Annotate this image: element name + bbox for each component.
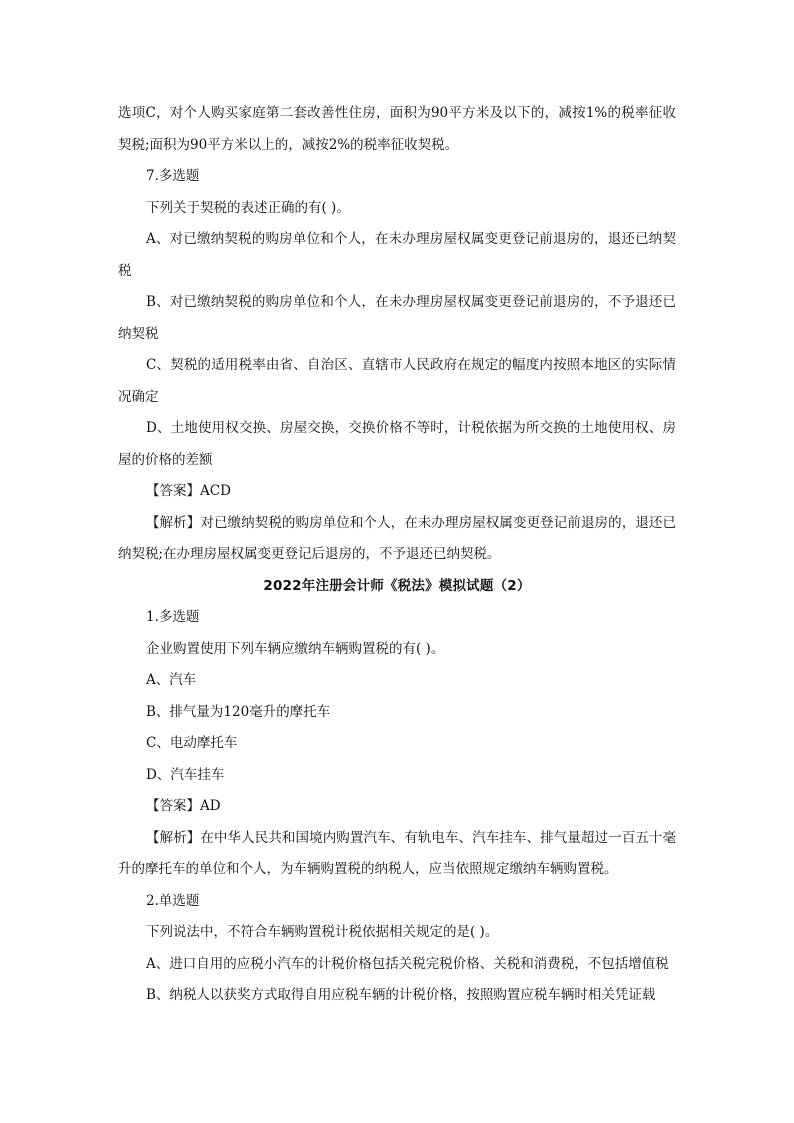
question-7-stem: 下列关于契税的表述正确的有( )。: [146, 199, 350, 216]
question-2-option-a: A、进口自用的应税小汽车的计税价格包括关税完税价格、关税和消费税，不包括增值税: [146, 955, 669, 972]
question-2-stem: 下列说法中，不符合车辆购置税计税依据相关规定的是( )。: [146, 924, 499, 940]
question-1-option-c: C、电动摩托车: [146, 735, 238, 751]
question-7-option-d: D、土地使用权交换、房屋交换，交换价格不等时，计税依据为所交换的土地使用权、房屋的价格的差额: [118, 420, 676, 468]
question-2-option-b: B、纳税人以获奖方式取得自用应税车辆的计税价格，按照购置应税车辆时相关凭证载: [146, 987, 656, 1003]
question-7-option-a: A、对已缴纳契税的购房单位和个人，在未办理房屋权属变更登记前退房的，退还已纳契税: [118, 231, 676, 279]
question-2-type: 2.单选题: [146, 892, 200, 909]
question-1-option-a: A、汽车: [146, 672, 197, 688]
question-7-analysis: 【解析】对已缴纳契税的购房单位和个人，在未办理房屋权属变更登记前退房的，退还已纳契税;在办理房屋权属变更登记后退房的，不予退还已纳契税。: [118, 514, 676, 562]
question-1-stem: 企业购置使用下列车辆应缴纳车辆购置税的有( )。: [146, 640, 445, 657]
question-1-type: 1.多选题: [146, 609, 200, 625]
question-7-answer: 【答案】ACD: [146, 483, 231, 499]
section-title: 2022年注册会计师《税法》模拟试题（2）: [263, 577, 531, 594]
intro-paragraph: 选项C，对个人购买家庭第二套改善性住房，面积为90平方米及以下的，减按1%的税率征收契税;面积为90平方米以上的，减按2%的税率征收契税。: [118, 105, 676, 153]
question-1-answer: 【答案】AD: [146, 798, 221, 814]
document-page: [118, 98, 676, 1012]
question-1-analysis: 【解析】在中华人民共和国境内购置汽车、有轨电车、汽车挂车、排气量超过一百五十毫升的摩托车的单位和个人，为车辆购置税的纳税人，应当依照规定缴纳车辆购置税。: [118, 829, 676, 877]
question-7-option-b: B、对已缴纳契税的购房单位和个人，在未办理房屋权属变更登记前退房的，不予退还已纳契税: [118, 294, 676, 342]
question-7-option-c: C、契税的适用税率由省、自治区、直辖市人民政府在规定的幅度内按照本地区的实际情况确定: [118, 357, 676, 405]
question-1-option-d: D、汽车挂车: [146, 766, 225, 783]
question-1-option-b: B、排气量为120毫升的摩托车: [146, 703, 331, 720]
question-7-type: 7.多选题: [146, 168, 200, 184]
